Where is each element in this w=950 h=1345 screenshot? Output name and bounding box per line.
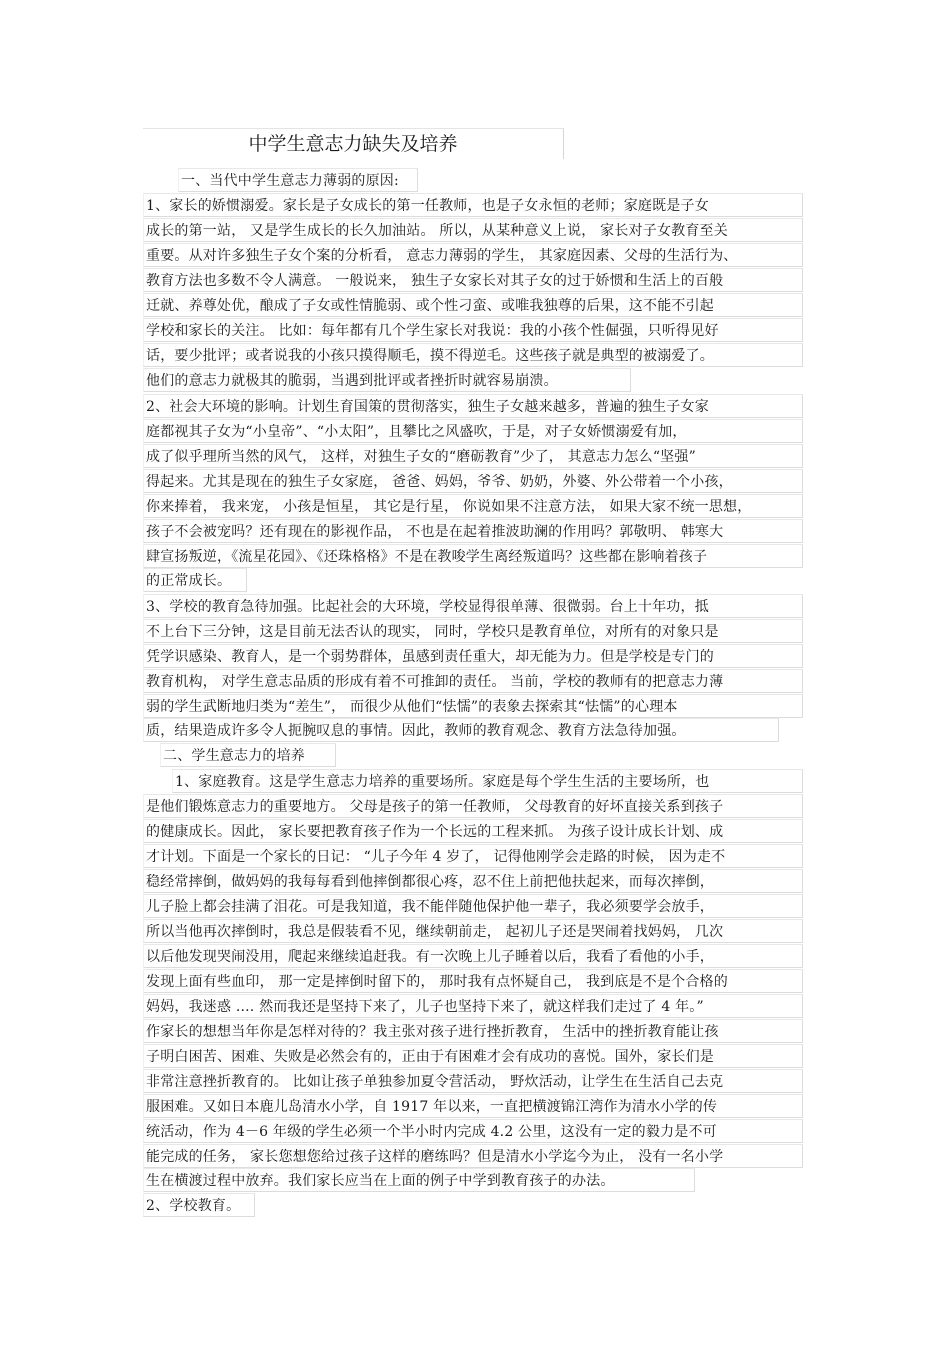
paragraph-line: 成了似乎理所当然的风气， 这样，对独生子女的“磨砺教育”少了， 其意志力怎么“坚强” [143,444,803,468]
paragraph-line: 教育机构， 对学生意志品质的形成有着不可推卸的责任。 当前，学校的教师有的把意志力薄 [143,669,803,693]
paragraph-line: 凭学识感染、教育人，是一个弱势群体，虽感到责任重大，却无能为力。但是学校是专门的 [143,644,803,668]
paragraph-line: 他们的意志力就极其的脆弱，当遇到批评或者挫折时就容易崩溃。 [143,368,631,392]
paragraph-line: 以后他发现哭闹没用，爬起来继续追赶我。有一次晚上儿子睡着以后，我看了看他的小手， [143,944,803,968]
paragraph-line: 才计划。下面是一个家长的日记： “儿子今年 4 岁了， 记得他刚学会走路的时候， 因为走不 [143,844,803,868]
paragraph-line: 能完成的任务， 家长您想您给过孩子这样的磨练吗？但是清水小学迄今为止， 没有一名小学 [143,1144,803,1168]
paragraph-line: 不上台下三分钟，这是目前无法否认的现实， 同时，学校只是教育单位，对所有的对象只是 [143,619,803,643]
paragraph-line: 2、学校教育。 [143,1193,255,1217]
paragraph-line: 是他们锻炼意志力的重要地方。 父母是孩子的第一任教师， 父母教育的好坏直接关系到孩子 [143,794,803,818]
paragraph-line: 儿子脸上都会挂满了泪花。可是我知道，我不能伴随他保护他一辈子，我必须要学会放手， [143,894,803,918]
paragraph-line: 成长的第一站， 又是学生成长的长久加油站。 所以，从某种意义上说， 家长对子女教育至关 [143,218,803,242]
paragraph-line: 妈妈，我迷惑 .... 然而我还是坚持下来了，儿子也坚持下来了，就这样我们走过了 4 年。” [143,994,803,1018]
paragraph-line: 肆宣扬叛逆，《流星花园》、《还珠格格》不是在教唆学生离经叛道吗？这些都在影响着孩子 [143,544,803,568]
paragraph-line: 稳经常摔倒，做妈妈的我每每看到他摔倒都很心疼，忍不住上前把他扶起来，而每次摔倒， [143,869,803,893]
paragraph-line: 重要。从对许多独生子女个案的分析看， 意志力薄弱的学生， 其家庭因素、父母的生活行为、 [143,243,803,267]
paragraph-line: 得起来。尤其是现在的独生子女家庭， 爸爸、妈妈，爷爷、奶奶，外婆、外公带着一个小孩， [143,469,803,493]
paragraph-line: 所以当他再次摔倒时，我总是假装看不见，继续朝前走， 起初儿子还是哭闹着找妈妈， 几次 [143,919,803,943]
paragraph-line: 弱的学生武断地归类为“差生”， 而很少从他们“怯懦”的表象去探索其“怯懦”的心理本 [143,694,803,718]
paragraph-line: 非常注意挫折教育的。 比如让孩子单独参加夏令营活动， 野炊活动，让学生在生活自己去克 [143,1069,803,1093]
document-title: 中学生意志力缺失及培养 [143,128,564,159]
paragraph-line: 服困难。又如日本鹿儿岛清水小学，自 1917 年以来，一直把横渡锦江湾作为清水小学的传 [143,1094,803,1118]
section-heading-2: 二、学生意志力的培养 [160,743,336,767]
paragraph-line: 学校和家长的关注。 比如：每年都有几个学生家长对我说：我的小孩个性倔强，只听得见好 [143,318,803,342]
paragraph-line: 迁就、养尊处优，酿成了子女或性情脆弱、或个性刁蛮、或唯我独尊的后果，这不能不引起 [143,293,803,317]
paragraph-line: 孩子不会被宠吗？还有现在的影视作品， 不也是在起着推波助澜的作用吗？郭敬明、 韩寒大 [143,519,803,543]
paragraph-line: 子明白困苦、困难、失败是必然会有的，正由于有困难才会有成功的喜悦。国外，家长们是 [143,1044,803,1068]
paragraph-line: 的正常成长。 [143,568,247,592]
paragraph-line: 的健康成长。因此， 家长要把教育孩子作为一个长远的工程来抓。 为孩子设计成长计划、成 [143,819,803,843]
paragraph-line: 1、家长的娇惯溺爱。家长是子女成长的第一任教师，也是子女永恒的老师；家庭既是子女 [143,193,803,217]
paragraph-line: 2、社会大环境的影响。计划生育国策的贯彻落实，独生子女越来越多，普遍的独生子女家 [143,394,803,418]
paragraph-line: 3、学校的教育急待加强。比起社会的大环境，学校显得很单薄、很微弱。台上十年功，抵 [143,594,803,618]
paragraph-line: 话，要少批评；或者说我的小孩只摸得顺毛，摸不得逆毛。这些孩子就是典型的被溺爱了。 [143,343,803,367]
paragraph-line: 1、家庭教育。这是学生意志力培养的重要场所。家庭是每个学生生活的主要场所，也 [172,769,803,793]
paragraph-line: 庭都视其子女为“小皇帝”、“小太阳”，且攀比之风盛吹，于是，对子女娇惯溺爱有加， [143,419,803,443]
paragraph-line: 教育方法也多数不令人满意。 一般说来， 独生子女家长对其子女的过于娇惯和生活上的百般 [143,268,803,292]
paragraph-line: 发现上面有些血印， 那一定是摔倒时留下的， 那时我有点怀疑自己， 我到底是不是个合格的 [143,969,803,993]
paragraph-line: 生在横渡过程中放弃。我们家长应当在上面的例子中学到教育孩子的办法。 [143,1168,695,1192]
paragraph-line: 质，结果造成许多令人扼腕叹息的事情。因此，教师的教育观念、教育方法急待加强。 [143,718,779,742]
paragraph-line: 作家长的想想当年你是怎样对待的？我主张对孩子进行挫折教育， 生活中的挫折教育能让孩 [143,1019,803,1043]
paragraph-line: 统活动，作为 4－6 年级的学生必须一个半小时内完成 4.2 公里，这没有一定的毅力是不可 [143,1119,803,1143]
section-heading-1: 一、当代中学生意志力薄弱的原因: [178,168,418,192]
paragraph-line: 你来捧着， 我来宠， 小孩是恒星， 其它是行星， 你说如果不注意方法， 如果大家不统一思想， [143,494,803,518]
